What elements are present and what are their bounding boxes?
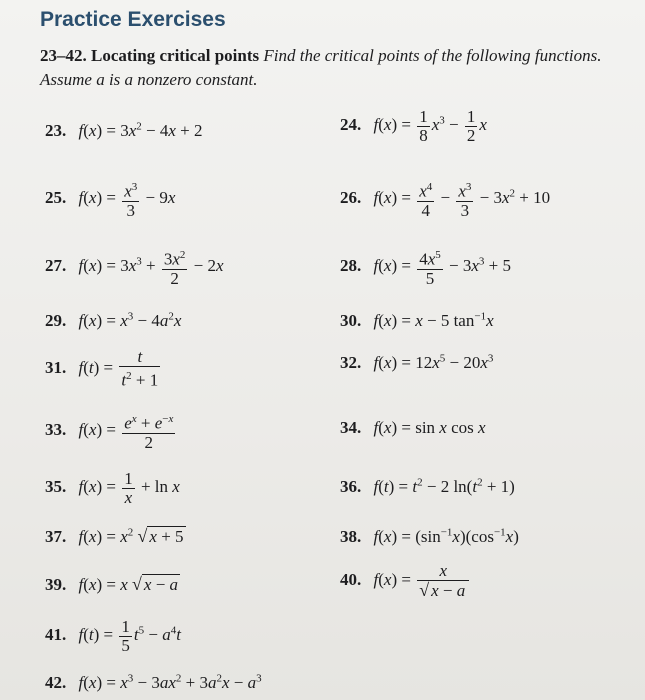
exercise-23: 23. $f(x) = 3x^2 - 4x + 2$ [45, 120, 203, 140]
expression: $f(x) = x^3 - 4a^2x$ [78, 310, 182, 330]
expression: f(x) = $\frac{1}{8}$ $x^3$ − $\frac{1}{2}$ x [373, 107, 487, 145]
exercise-28: 28. f(x) = $\frac{4x^5}{5}$ − $3x^3 + 5$ [340, 249, 511, 288]
exercise-instructions [40, 44, 630, 92]
exercise-39: 39. f(x) = x √ x − a [45, 574, 179, 594]
exercise-35: 35. f(x) = $\frac{1}{x}$ + ln x [45, 469, 180, 507]
instruction-text: Find the critical points of the following functions. Assume a is a nonzero constant. [40, 46, 602, 89]
expression: $f(x) = x^3 - 3ax^2 + 3a^2x - a^3$ [78, 672, 262, 692]
expression: $f(t) = t^2 - 2$ $\ln(t^2 + 1)$ [373, 476, 515, 496]
exercise-33: 33. f(x) = $\frac{e^x + e^{-x}}{2}$ [45, 410, 177, 452]
exercise-26: 26. f(x) = $\frac{x^4}{4}$ − $\frac{x^3}{3}$ − $3x^2 + 10$ [340, 181, 551, 220]
exercise-30: 30. f(x) = x − 5 $\tan^{-1}x$ [340, 310, 494, 330]
exercise-41: 41. f(t) = $\frac{1}{5}$ $t^5 - a^4t$ [45, 617, 181, 655]
exercise-29: 29. $f(x) = x^3 - 4a^2x$ [45, 310, 182, 330]
expression: $f(x) = 3x^3$ + $\frac{3x^2}{2}$ − 2x [78, 249, 224, 288]
expression: f(x) = $\frac{4x^5}{5}$ − $3x^3 + 5$ [373, 249, 511, 288]
exercise-24: 24. f(x) = $\frac{1}{8}$ $x^3$ − $\frac{1}{2}$ x [340, 107, 487, 145]
expression: $f(x) = (\sin^{-1}x)(\cos^{-1}x)$ [373, 526, 519, 546]
expression: $f(x) = 3x^2 - 4x + 2$ [78, 120, 203, 140]
expression: f(x) = $\frac{x^3}{3}$ − 9x [78, 181, 176, 220]
expression: f(t) = $\frac{1}{5}$ $t^5 - a^4t$ [78, 617, 181, 655]
exercise-32: 32. $f(x) = 12x^5 - 20x^3$ [340, 352, 494, 372]
exercise-27: 27. $f(x) = 3x^3$ + $\frac{3x^2}{2}$ − 2x [45, 249, 224, 288]
expression: f(x) = x √ x − a [78, 574, 179, 594]
expression: $f(x) = 12x^5 - 20x^3$ [373, 352, 494, 372]
expression: $f(x) = x^2$ √ x + 5 [78, 526, 184, 546]
expression: f(x) = $\frac{x^4}{4}$ − $\frac{x^3}{3}$ − $3x^2 + 10$ [373, 181, 551, 220]
expression: f(x) = x − 5 $\tan^{-1}x$ [373, 310, 494, 330]
section-title: Practice Exercises [40, 8, 226, 31]
exercise-31: 31. f(t) = $\frac{t}{t^2 + 1}$ [45, 348, 162, 390]
exercise-42: 42. $f(x) = x^3 - 3ax^2 + 3a^2x - a^3$ [45, 672, 262, 692]
exercise-38: 38. $f(x) = (\sin^{-1}x)(\cos^{-1}x)$ [340, 526, 519, 546]
expression: f(x) = $\frac{e^x + e^{-x}}{2}$ [78, 413, 174, 452]
exercise-25: 25. f(x) = $\frac{x^3}{3}$ − 9x [45, 181, 176, 220]
expression: f(x) = $\frac{1}{x}$ + ln x [78, 469, 180, 507]
exercise-40: 40. f(x) = $\frac{x}{√ x - a}$ [340, 562, 471, 600]
exercise-37: 37. $f(x) = x^2$ √ x + 5 [45, 526, 184, 546]
exercise-36: 36. $f(t) = t^2 - 2$ $\ln(t^2 + 1)$ [340, 476, 515, 496]
exercise-34: 34. f(x) = sin x cos x [340, 418, 486, 437]
exercise-range: 23–42. [40, 46, 87, 65]
expression: f(x) = $\frac{x}{√ x - a}$ [374, 570, 472, 589]
expression: f(t) = $\frac{t}{t^2 + 1}$ [78, 347, 159, 390]
expression: f(x) = sin x cos x [373, 418, 486, 437]
section-label: Locating critical points [91, 46, 260, 65]
